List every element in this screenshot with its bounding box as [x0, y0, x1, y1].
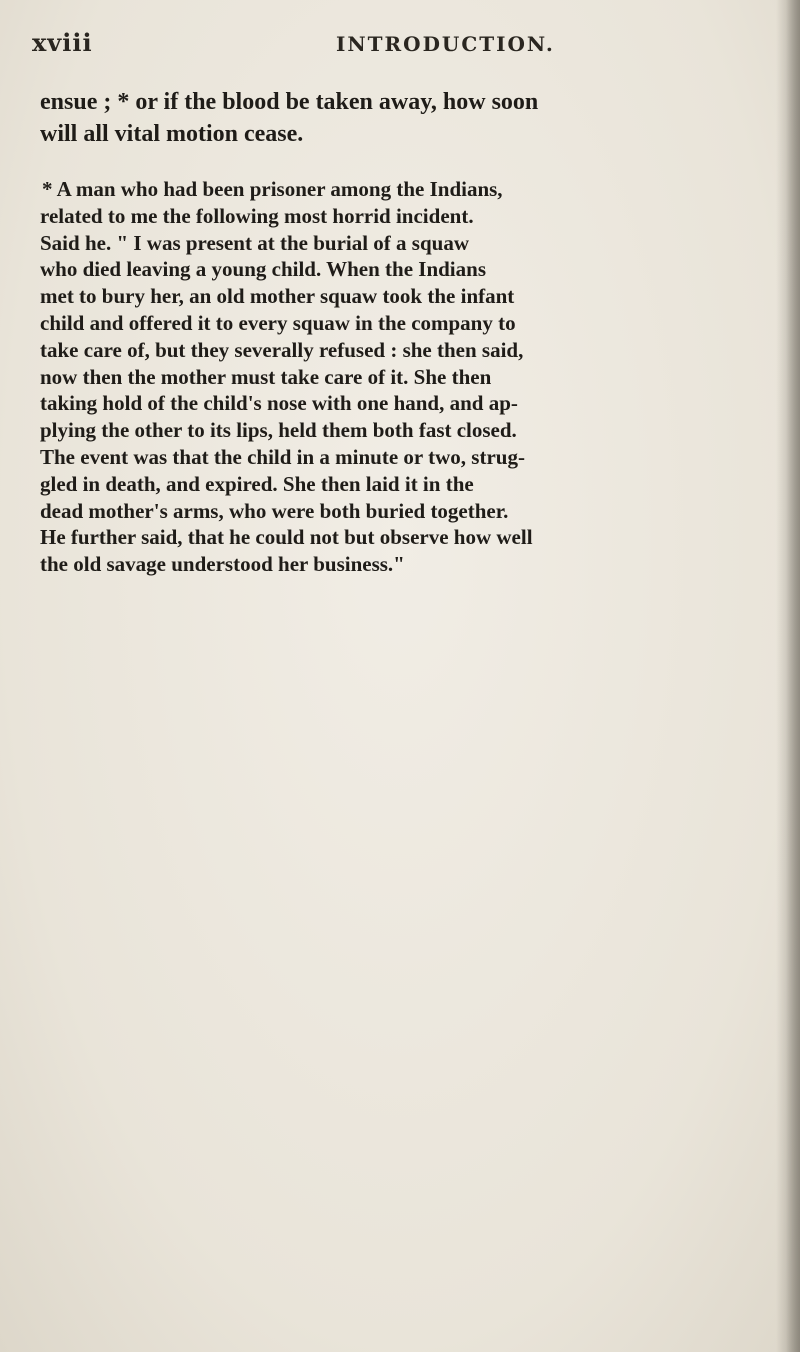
footnote-line: the old savage understood her business.": [40, 552, 405, 577]
running-title: INTRODUCTION.: [336, 32, 555, 56]
footnote-line: He further said, that he could not but observe how well: [40, 525, 533, 550]
text-line: will all vital motion cease.: [40, 121, 304, 147]
footnote-line: * A man who had been prisoner among the Indians,: [42, 177, 503, 201]
footnote-line: taking hold of the child's nose with one hand, and ap-: [40, 391, 518, 416]
body-text: [40, 86, 764, 578]
main-paragraph: [40, 86, 764, 150]
footnote-line: gled in death, and expired. She then laid it in the: [40, 471, 474, 496]
footnote-line: who died leaving a young child. When the Indians: [40, 257, 486, 282]
footnote-line: related to me the following most horrid incident.: [40, 203, 474, 228]
footnote-line: dead mother's arms, who were both buried together.: [40, 498, 509, 523]
page-header: [32, 22, 772, 62]
footnote-line: child and offered it to every squaw in the company to: [40, 310, 516, 335]
text-line: ensue ; * or if the blood be taken away, how soon: [40, 89, 539, 115]
footnote-line: plying the other to its lips, held them both fast closed.: [40, 418, 517, 443]
page-edge-shadow: [786, 0, 800, 1352]
footnote-line: met to bury her, an old mother squaw took the infant: [40, 284, 515, 309]
footnote-line: take care of, but they severally refused : she then said,: [40, 337, 524, 362]
footnote-line: now then the mother must take care of it. She then: [40, 364, 492, 389]
page-number: xviii: [32, 28, 93, 57]
footnote-line: Said he. " I was present at the burial of a squaw: [40, 230, 469, 255]
footnote: [40, 176, 764, 578]
footnote-line: The event was that the child in a minute or two, strug-: [40, 444, 525, 469]
